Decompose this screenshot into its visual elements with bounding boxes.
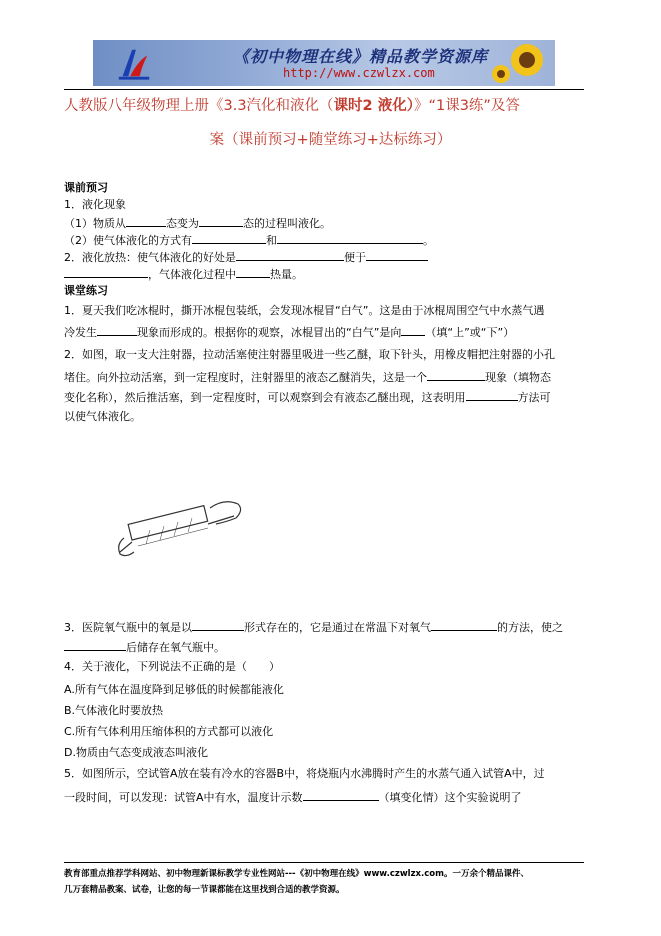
sunflower-icon: [487, 40, 549, 86]
practice-2-line3: 变化名称），然后推活塞，到一定程度时，可以观察到会有液态乙醚出现，这表明用 方法可: [64, 388, 551, 406]
answer-blank[interactable]: [431, 618, 497, 631]
answer-blank[interactable]: [192, 231, 266, 244]
answer-blank[interactable]: [126, 214, 166, 227]
answer-blank[interactable]: [236, 265, 270, 278]
syringe-figure: [110, 494, 250, 564]
answer-blank[interactable]: [466, 388, 518, 401]
answer-blank[interactable]: [64, 265, 148, 278]
practice-4-option-a[interactable]: A.所有气体在温度降到足够低的时候都能液化: [64, 683, 284, 696]
practice-4: 4．关于液化，下列说法不正确的是（ ）: [64, 660, 280, 673]
answer-blank[interactable]: [277, 231, 423, 244]
header-banner: [93, 40, 555, 86]
practice-4-option-c[interactable]: C.所有气体利用压缩体积的方式都可以液化: [64, 725, 274, 738]
answer-blank[interactable]: [236, 248, 344, 261]
practice-5-line1: 5．如图所示，空试管A放在装有冷水的容器B中，将烧瓶内水沸腾时产生的水蒸气通入试管A中，过: [64, 767, 545, 780]
practice-2-line2: 堵住。向外拉动活塞，到一定程度时，注射器里的液态乙醚消失，这是一个 现象（填物态: [64, 368, 551, 386]
syringe-nozzle: [120, 542, 132, 552]
document-title-line1: 人教版八年级物理上册《3.3汽化和液化（课时2 液化）》“1课3练”及答: [64, 98, 520, 114]
practice-1-line1: 1．夏天我们吃冰棍时，撕开冰棍包装纸，会发现冰棍冒“白气”。这是由于冰棍周围空气中水蒸气遇: [64, 304, 545, 317]
question-1: 1．液化现象: [64, 198, 126, 211]
answer-blank[interactable]: [97, 323, 137, 336]
section-heading-preview: 课前预习: [64, 181, 108, 194]
banner-url[interactable]: http://www.czwlzx.com: [283, 66, 435, 80]
answer-blank[interactable]: [199, 214, 243, 227]
answer-blank[interactable]: [64, 638, 126, 651]
document-title-line2: 案（课前预习+随堂练习+达标练习）: [209, 132, 452, 148]
question-2: 2．液化放热：使气体液化的好处是 便于: [64, 248, 428, 266]
practice-3-line2: 后储存在氧气瓶中。: [64, 638, 225, 656]
section-heading-practice: 课堂练习: [64, 284, 108, 297]
question-1-1: （1）物质从 态变为 态的过程叫液化。: [64, 214, 331, 232]
question-1-2: （2）使气体液化的方式有 和 。: [64, 231, 434, 249]
practice-5-line2: 一段时间，可以发现：试管A中有水，温度计示数 （填变化情）这个实验说明了: [64, 788, 522, 806]
practice-3-line1: 3．医院氧气瓶中的氧是以 形式存在的，它是通过在常温下对氧气 的方法，使之: [64, 618, 563, 636]
footer-text: 教育部重点推荐学科网站、初中物理新课标教学专业性网站---《初中物理在线》www.czwlzx.com。一万余个精品课件、 几万套精品教案、试卷，让您的每一节课都能在这里找到合适的教学资源。: [64, 869, 529, 895]
question-2-cont: ，气体液化过程中 热量。: [64, 265, 303, 283]
answer-blank[interactable]: [192, 618, 244, 631]
practice-2-line4: 以使气体液化。: [64, 410, 141, 423]
practice-4-option-d[interactable]: D.物质由气态变成液态叫液化: [64, 746, 208, 759]
syringe-barrel: [128, 506, 208, 540]
answer-blank[interactable]: [303, 788, 379, 801]
header-rule: [64, 89, 584, 90]
answer-blank[interactable]: [427, 368, 485, 381]
answer-blank[interactable]: [401, 323, 425, 336]
banner-title: 《初中物理在线》精品教学资源库: [233, 47, 489, 66]
practice-1-line2: 冷发生 现象而形成的。根据你的观察，冰棍冒出的“白气”是向 （填“上”或“下”）: [64, 323, 514, 341]
practice-4-option-b[interactable]: B.气体液化时要放热: [64, 704, 164, 717]
practice-2-line1: 2．如图，取一支大注射器，拉动活塞使注射器里吸进一些乙醚，取下针头，用橡皮帽把注射器的小孔: [64, 348, 555, 361]
site-logo-icon: [115, 44, 153, 82]
footer-rule: [64, 862, 584, 863]
hand-right: [210, 502, 241, 524]
answer-blank[interactable]: [366, 248, 428, 261]
